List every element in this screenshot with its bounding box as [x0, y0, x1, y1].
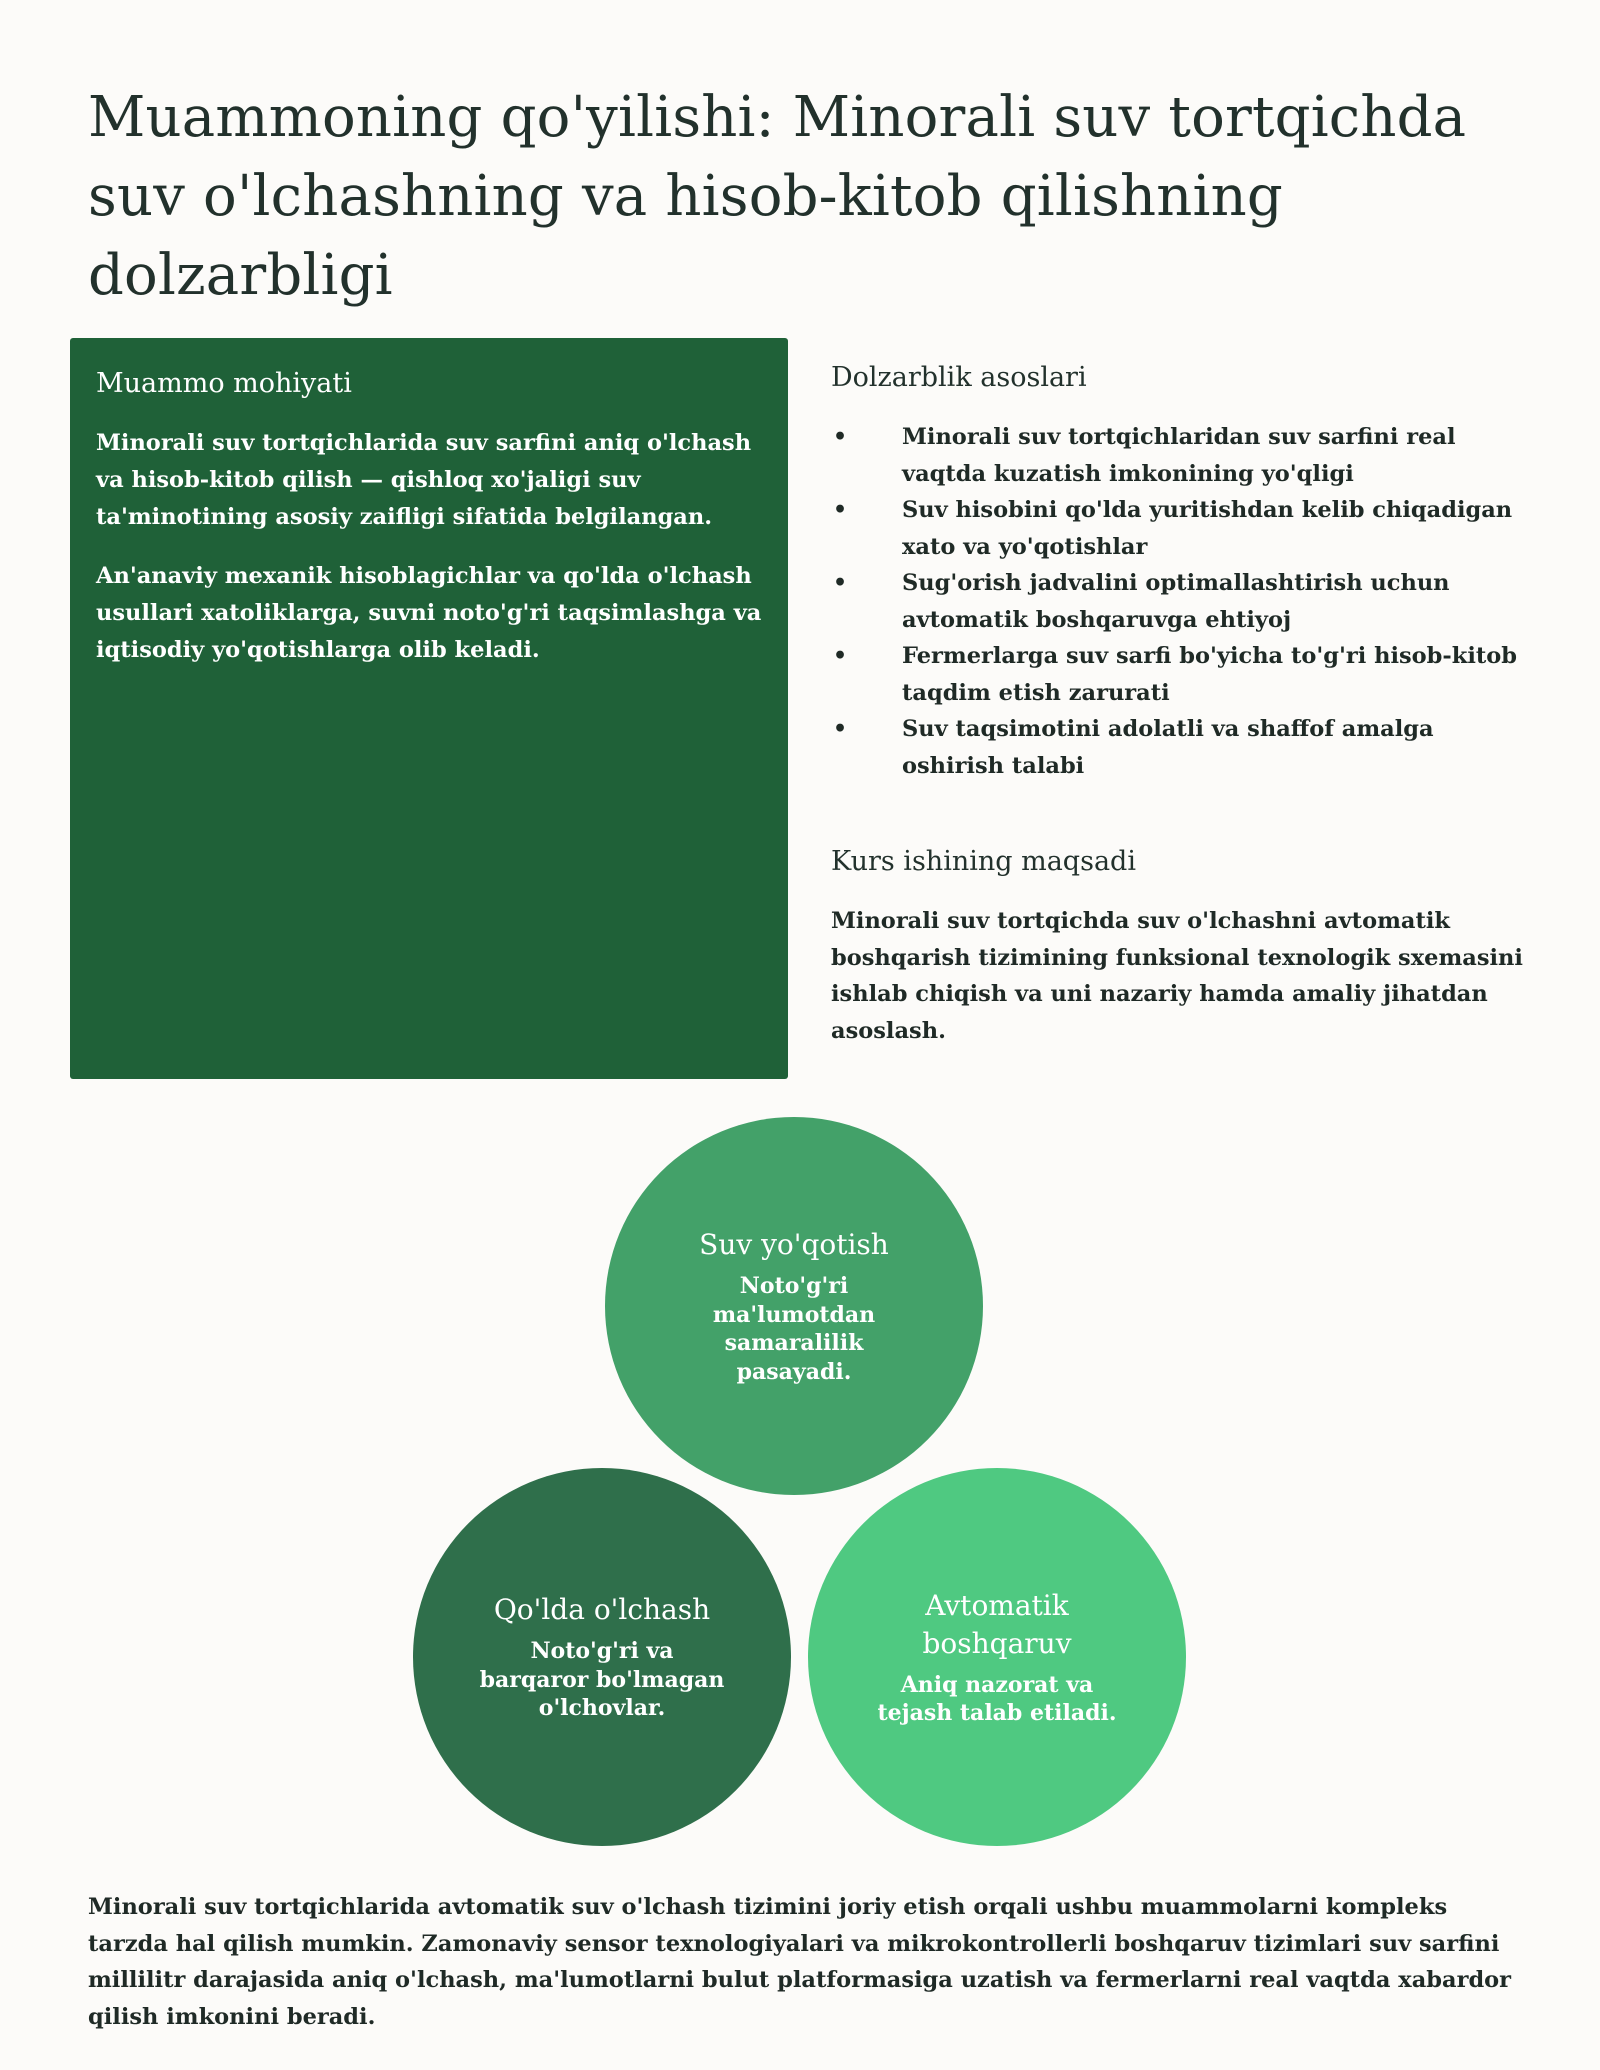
bullet-icon: • [833, 424, 848, 450]
goal-heading: Kurs ishining maqsadi [831, 846, 1136, 877]
page-title: Muammoning qo'yilishi: Minorali suv tortqichda suv o'lchashning va hisob-kitob qilishning dolzarbligi [88, 85, 1467, 308]
bullet-icon: • [833, 497, 848, 523]
relevance-list [831, 419, 1531, 784]
goal-text: Minorali suv tortqichda suv o'lchashni avtomatik boshqarish tizimining funksional texnologik sxemasini ishlab chiqish va uni nazariy hamda amaliy jihatdan asoslash. [831, 908, 1523, 1044]
problem-paragraph: An'anaviy mexanik hisoblagichlar va qo'lda o'lchash usullari xatoliklarga, suvni noto'g'ri taqsimlashga va iqtisodiy yo'qotishlarga olib keladi. [96, 563, 762, 663]
footer-paragraph: Minorali suv tortqichlarida avtomatik suv o'lchash tizimini joriy etish orqali ushbu muammolarni kompleks tarzda hal qilish mumkin. Zamonaviy sensor texnologiyalari va mikrokontrollerli boshqaruv tizimlari suv sarfini millilitr darajasida aniq o'lchash, ma'lumotlarni bulut platformasiga uzatish va fermerlarni real vaqtda xabardor qilish imkonini beradi. [88, 1894, 1512, 2030]
circle-title: Suv yo'qotish [699, 1228, 889, 1261]
bullet-icon: • [833, 570, 848, 596]
list-item [831, 492, 1531, 565]
circle-title: Qo'lda o'lchash [493, 1593, 711, 1627]
problem-card [70, 338, 788, 1079]
list-item-text: Minorali suv tortqichlaridan suv sarfini real vaqtda kuzatish imkonining yo'qligi [902, 424, 1456, 487]
circle-manual-measurement [413, 1468, 791, 1846]
circle-description: Aniq nazorat va tejash talab etiladi. [877, 1671, 1117, 1726]
list-item [831, 565, 1531, 638]
problem-heading: Muammo mohiyati [96, 368, 352, 399]
bullet-icon: • [833, 716, 848, 742]
circle-automatic-control [808, 1468, 1186, 1846]
list-item [831, 419, 1531, 492]
circle-title: Avtomatik boshqaruv [922, 1588, 1072, 1660]
list-item-text: Suv taqsimotini adolatli va shaffof amalga oshirish talabi [902, 716, 1434, 779]
bullet-icon: • [833, 643, 848, 669]
relevance-heading: Dolzarblik asoslari [831, 362, 1087, 393]
right-column [831, 362, 1531, 1049]
list-item [831, 638, 1531, 711]
list-item-text: Fermerlarga suv sarfi bo'yicha to'g'ri hisob-kitob taqdim etish zarurati [902, 643, 1518, 706]
circle-water-loss [605, 1117, 983, 1495]
problem-paragraph: Minorali suv tortqichlarida suv sarfini aniq o'lchash va hisob-kitob qilish — qishloq xo'jaligi suv ta'minotining asosiy zaifligi sifatida belgilangan. [96, 430, 752, 530]
list-item-text: Sug'orish jadvalini optimallashtirish uchun avtomatik boshqaruvga ehtiyoj [902, 570, 1450, 633]
circle-description: Noto'g'ri ma'lumotdan samaralilik pasayadi. [712, 1273, 876, 1385]
list-item [831, 711, 1531, 784]
circle-description: Noto'g'ri va barqaror bo'lmagan o'lchovlar. [479, 1638, 725, 1722]
list-item-text: Suv hisobini qo'lda yuritishdan kelib chiqadigan xato va yo'qotishlar [902, 497, 1513, 560]
